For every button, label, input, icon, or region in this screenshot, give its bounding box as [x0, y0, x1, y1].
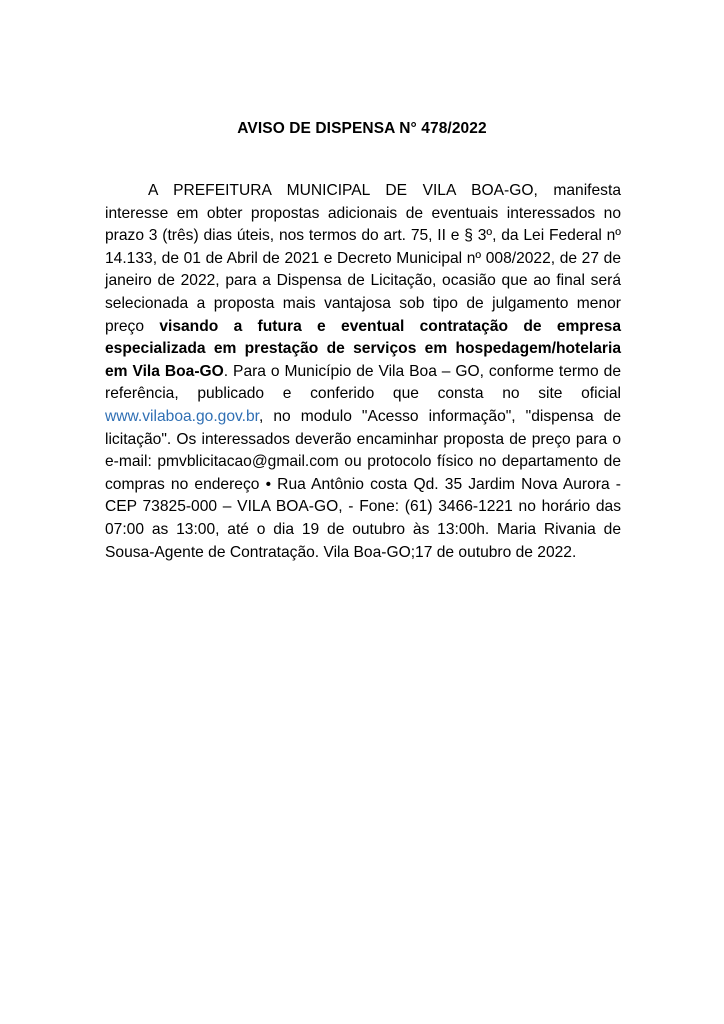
paragraph-intro-text: A PREFEITURA MUNICIPAL DE VILA BOA-GO, manifesta interesse em obter propostas adicionais de eventuais interessados no prazo 3 (três) dias úteis, nos termos do art. 75, II e § 3º, da Lei Federal nº 14.133, de 01 de Abril de 2021 e Decreto Municipal nº 008/2022, de 27 de janeiro de 2022, para a Dispensa de Licitação, ocasião que ao final será selecionada a proposta mais vantajosa sob tipo de julgamento menor preço — [105, 182, 621, 335]
official-site-link[interactable]: www.vilaboa.go.gov.br — [105, 407, 260, 425]
document-title: AVISO DE DISPENSA N° 478/2022 — [237, 120, 487, 137]
body-paragraph — [105, 180, 621, 564]
paragraph-reference-text: . Para o Município de Vila Boa – GO, conforme termo de referência, publicado e conferido que consta no site oficial — [105, 362, 621, 403]
paragraph-closing-text: , no modulo "Acesso informação", "dispensa de licitação". Os interessados deverão encaminhar proposta de preço para o e-mail: pmvblicitacao@gmail.com ou protocolo físico no departamento de compras no endereço • Rua Antônio costa Qd. 35 Jardim Nova Aurora - CEP 73825-000 – VILA BOA-GO, - Fone: (61) 3466-1221 no horário das 07:00 as 13:00, até o dia 19 de outubro às 13:00h. Maria Rivania de Sousa-Agente de Contratação. Vila Boa-GO;17 de outubro de 2022. — [105, 407, 621, 561]
paragraph-object-bold-text: visando a futura e eventual contratação de empresa especializada em prestação de serviços em hospedagem/hotelaria em Vila Boa-GO — [105, 317, 621, 380]
